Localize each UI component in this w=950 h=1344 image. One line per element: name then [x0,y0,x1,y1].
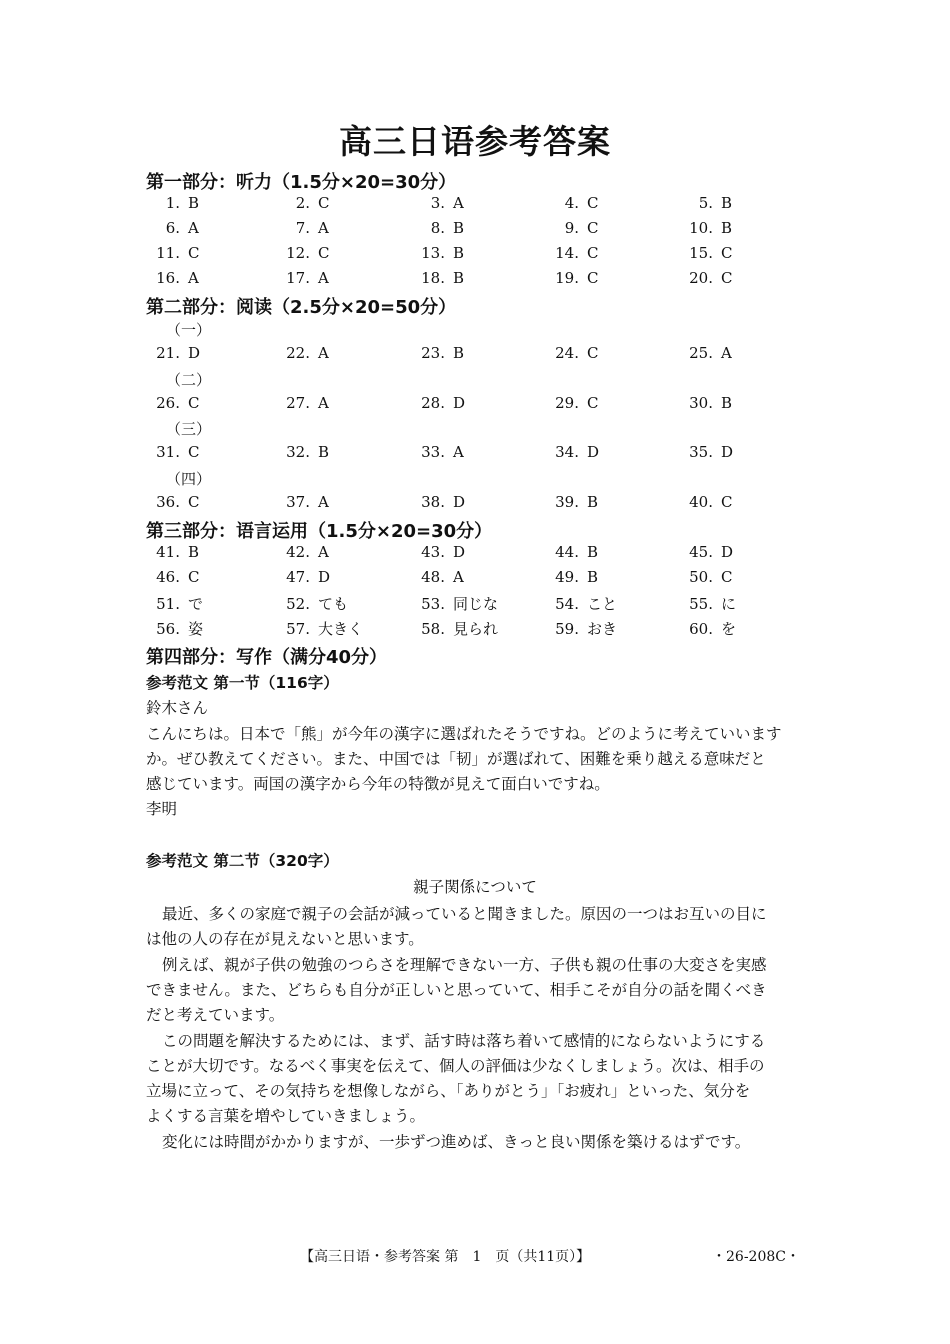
question-number: 42. [286,543,310,561]
answer-value: A [318,394,329,412]
answer-item [415,493,465,511]
part1-heading: 第一部分：听力（1.5分×20=30分） [146,172,457,193]
answer-item [549,493,598,511]
answer-value: C [188,443,200,461]
essay1-line: か。ぜひ教えてください。また、中国では「韧」が選ばれて、困難を乗り越える意味だと [146,750,766,768]
answer-item [415,618,498,639]
question-number: 11. [156,244,180,262]
essay1-signature: 李明 [146,800,178,818]
question-number: 17. [286,269,310,287]
answer-item [150,394,199,412]
answer-item [683,219,732,237]
answer-row [0,543,950,565]
answer-value: B [721,194,733,212]
essay2-line: よくする言葉を増やしていきましょう。 [146,1107,426,1125]
answer-value: 姿 [188,620,204,638]
essay2-line: ことが大切です。なるべく事実を伝えて、個人の評価は少なくしましょう。次は、相手の [146,1057,765,1075]
question-number: 18. [421,269,445,287]
answer-value: B [587,568,599,586]
answer-value: に [721,595,737,613]
answer-item [549,194,598,212]
essay2-line: は他の人の存在が見えないと思います。 [146,930,424,948]
question-number: 43. [421,543,445,561]
question-number: 57. [286,620,310,638]
question-number: 56. [156,620,180,638]
answer-row [0,394,950,416]
answer-value: D [721,543,734,561]
answer-item [549,269,598,287]
essay2-title: 親子関係について [413,878,537,896]
question-number: 15. [689,244,713,262]
answer-value: B [453,269,465,287]
question-number: 44. [555,543,579,561]
question-number: 8. [430,219,445,237]
answer-item [683,568,732,586]
question-number: 38. [421,493,445,511]
question-number: 60. [689,620,713,638]
question-number: 58. [421,620,445,638]
question-number: 33. [421,443,445,461]
essay2-line: だと考えています。 [146,1006,285,1024]
answer-item [280,194,329,212]
question-number: 4. [564,194,579,212]
answer-item [150,269,199,287]
answer-row [0,219,950,241]
answer-value: C [188,394,200,412]
answer-value: C [318,194,330,212]
question-number: 47. [286,568,310,586]
answer-item [280,543,329,561]
reading-group-label: （二） [166,371,212,389]
answer-value: 大きく [318,620,364,638]
essay2-line: 変化には時間がかかりますが、一歩ずつ進めば、きっと良い関係を築けるはずです。 [162,1133,751,1151]
answer-item [150,568,199,586]
question-number: 55. [689,595,713,613]
answer-item [280,394,329,412]
answer-value: C [318,244,330,262]
reading-group-label: （四） [166,470,212,488]
answer-value: B [587,493,599,511]
answer-item [150,244,199,262]
answer-item [280,443,329,461]
question-number: 9. [564,219,579,237]
answer-item [415,443,464,461]
part3-heading: 第三部分：语言运用（1.5分×20=30分） [146,521,493,542]
answer-value: C [188,568,200,586]
answer-row [0,568,950,590]
question-number: 23. [421,344,445,362]
answer-item [280,568,330,586]
answer-value: C [587,344,599,362]
answer-item [549,244,598,262]
answer-value: A [318,493,329,511]
essay1-salutation: 鈴木さん [146,699,209,717]
answer-item [549,618,617,639]
answer-item [415,344,464,362]
answer-value: D [453,493,466,511]
answer-row [0,593,950,615]
question-number: 14. [555,244,579,262]
answer-value: B [453,219,465,237]
question-number: 5. [698,194,713,212]
essay2-line: できません。また、どちらも自分が正しいと思っていて、相手こそが自分の話を聞くべき [146,981,767,999]
question-number: 3. [430,194,445,212]
question-number: 10. [689,219,713,237]
essay2-line: 最近、多くの家庭で親子の会話が減っていると聞きました。原因の一つはお互いの目に [162,905,767,923]
answer-item [150,618,203,639]
question-number: 53. [421,595,445,613]
answer-value: A [318,543,329,561]
answer-item [280,244,329,262]
answer-value: D [721,443,734,461]
answer-item [150,344,200,362]
essay1-heading: 参考范文 第一节（116字） [146,674,339,692]
answer-value: D [318,568,331,586]
answer-value: A [318,269,329,287]
answer-value: D [188,344,201,362]
question-number: 46. [156,568,180,586]
answer-item [549,344,598,362]
answer-value: C [721,493,733,511]
question-number: 37. [286,493,310,511]
answer-value: B [453,244,465,262]
question-number: 19. [555,269,579,287]
answer-item [280,269,329,287]
question-number: 13. [421,244,445,262]
answer-item [280,219,329,237]
answer-value: D [453,394,466,412]
answer-item [415,568,464,586]
answer-item [683,194,732,212]
answer-value: C [587,244,599,262]
question-number: 54. [555,595,579,613]
answer-row [0,443,950,465]
question-number: 30. [689,394,713,412]
question-number: 41. [156,543,180,561]
answer-value: B [188,194,200,212]
essay1-line: 感じています。両国の漢字から今年の特徴が見えて面白いですね。 [146,775,610,793]
answer-item [415,194,464,212]
answer-value: D [587,443,600,461]
answer-value: おき [587,620,618,638]
question-number: 7. [295,219,310,237]
answer-value: こと [587,595,618,613]
question-number: 59. [555,620,579,638]
answer-value: A [188,219,199,237]
answer-item [549,219,598,237]
question-number: 2. [295,194,310,212]
question-number: 27. [286,394,310,412]
answer-row [0,493,950,515]
answer-value: A [453,443,464,461]
answer-item [683,344,732,362]
question-number: 22. [286,344,310,362]
answer-value: A [453,194,464,212]
answer-row [0,618,950,640]
question-number: 28. [421,394,445,412]
question-number: 21. [156,344,180,362]
answer-item [280,618,363,639]
question-number: 25. [689,344,713,362]
answer-item [683,244,732,262]
question-number: 36. [156,493,180,511]
answer-value: C [188,244,200,262]
answer-value: B [318,443,330,461]
answer-value: A [318,219,329,237]
question-number: 1. [165,194,180,212]
answer-value: B [453,344,465,362]
essay2-line: この問題を解決するためには、まず、話す時は落ち着いて感情的にならないようにする [162,1032,766,1050]
answer-item [415,269,464,287]
answer-value: C [721,568,733,586]
answer-item [549,543,598,561]
question-number: 51. [156,595,180,613]
answer-row [0,269,950,291]
question-number: 45. [689,543,713,561]
answer-value: C [188,493,200,511]
question-number: 39. [555,493,579,511]
answer-item [150,194,199,212]
question-number: 48. [421,568,445,586]
answer-item [683,543,733,561]
answer-item [549,568,598,586]
answer-item [683,593,736,614]
question-number: 50. [689,568,713,586]
answer-item [415,244,464,262]
question-number: 49. [555,568,579,586]
page-title: 高三日语参考答案 [339,122,611,161]
question-number: 24. [555,344,579,362]
reading-group-label: （一） [166,321,212,339]
answer-item [415,543,465,561]
answer-value: A [318,344,329,362]
answer-value: C [587,394,599,412]
part4-heading: 第四部分：写作（满分40分） [146,647,388,668]
part2-heading: 第二部分：阅读（2.5分×20=50分） [146,297,457,318]
question-number: 31. [156,443,180,461]
question-number: 26. [156,394,180,412]
answer-item [150,593,203,614]
answer-item [150,493,199,511]
answer-item [683,443,733,461]
answer-value: D [453,543,466,561]
answer-value: B [188,543,200,561]
question-number: 32. [286,443,310,461]
answer-item [549,593,617,614]
answer-value: B [721,394,733,412]
answer-value: A [721,344,732,362]
essay1-line: こんにちは。日本で「熊」が今年の漢字に選ばれたそうですね。どのように考えていいます [146,725,782,743]
question-number: 52. [286,595,310,613]
answer-item [280,344,329,362]
answer-item [683,618,736,639]
essay2-line: 例えば、親が子供の勉強のつらさを理解できない一方、子供も親の仕事の大変さを実感 [162,956,767,974]
answer-item [683,269,732,287]
answer-value: 見られ [453,620,499,638]
question-number: 35. [689,443,713,461]
essay2-heading: 参考范文 第二节（320字） [146,852,339,870]
answer-item [150,543,199,561]
essay2-line: 立場に立って、その気持ちを想像しながら、「ありがとう」「お疲れ」といった、気分を [146,1082,751,1100]
question-number: 12. [286,244,310,262]
answer-item [280,493,329,511]
answer-item [549,394,598,412]
answer-value: A [453,568,464,586]
reading-group-label: （三） [166,420,212,438]
answer-value: で [188,595,204,613]
answer-item [415,219,464,237]
answer-value: B [587,543,599,561]
answer-value: C [721,244,733,262]
answer-value: ても [318,595,349,613]
answer-row [0,344,950,366]
answer-item [683,493,732,511]
answer-row [0,194,950,216]
footer-page-info: 【高三日语・参考答案 第 1 页（共11页）】 [300,1249,591,1265]
question-number: 34. [555,443,579,461]
answer-value: B [721,219,733,237]
question-number: 16. [156,269,180,287]
question-number: 20. [689,269,713,287]
answer-value: C [587,269,599,287]
answer-item [549,443,599,461]
answer-value: を [721,620,737,638]
answer-value: C [587,194,599,212]
answer-item [150,443,199,461]
question-number: 29. [555,394,579,412]
answer-item [415,394,465,412]
footer-code: ・26-208C・ [712,1249,800,1265]
question-number: 40. [689,493,713,511]
answer-value: A [188,269,199,287]
answer-item [150,219,199,237]
answer-item [280,593,348,614]
answer-value: 同じな [453,595,499,613]
answer-row [0,244,950,266]
question-number: 6. [165,219,180,237]
answer-value: C [587,219,599,237]
answer-item [415,593,498,614]
answer-value: C [721,269,733,287]
answer-item [683,394,732,412]
